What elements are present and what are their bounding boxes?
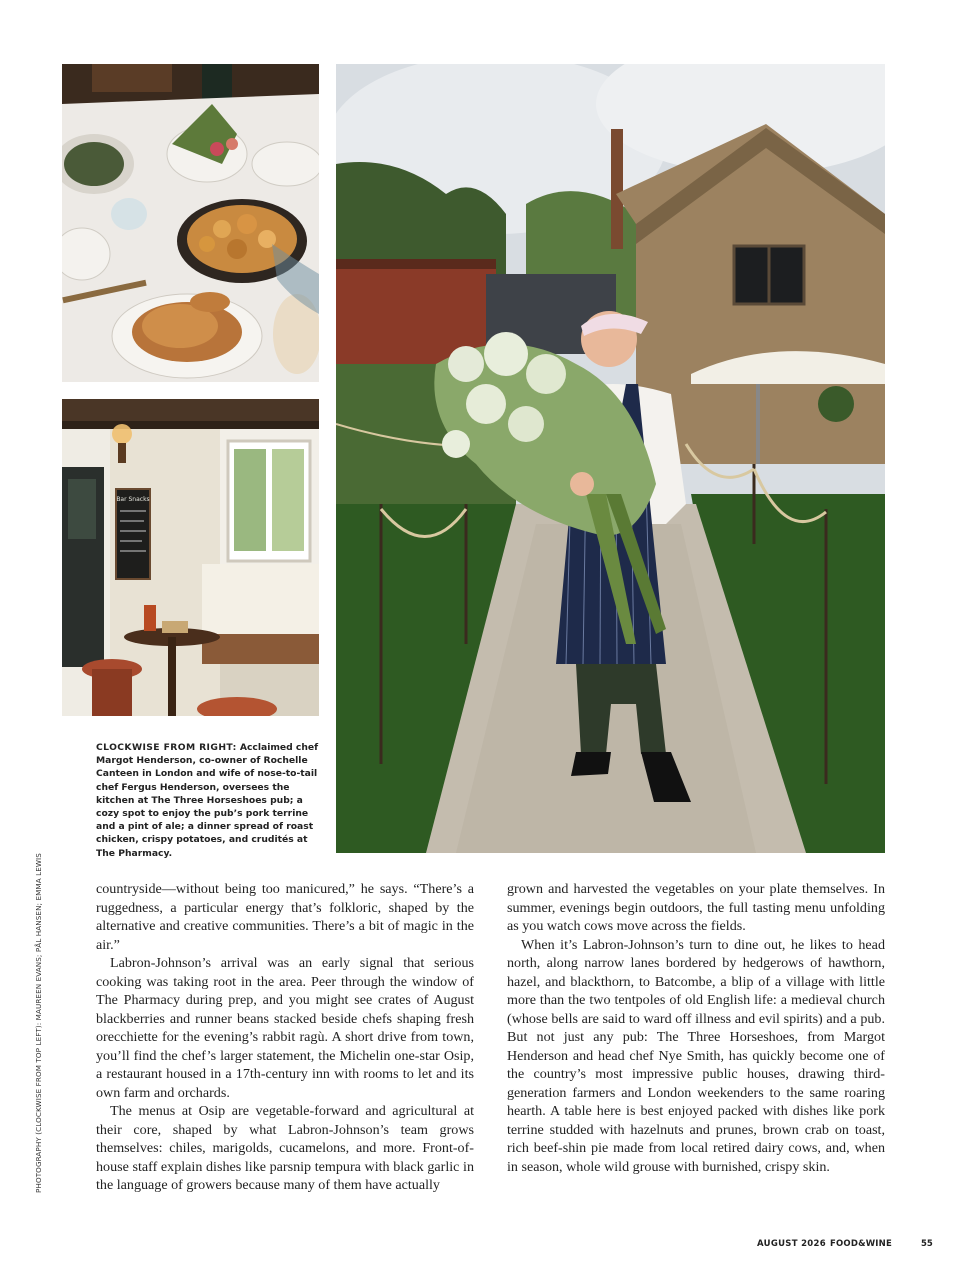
article-paragraph: countryside—without being too manicured,” he says. “There’s a ruggedness, a particular energy that’s folkloric, shaped by the alternative and creative communities. There’s a bit of magic in the air.” (96, 881, 474, 953)
article-paragraph: When it’s Labron-Johnson’s turn to dine out, he likes to head north, along narrow lanes bordered by hedgerows of hawthorn, hazel, and blackthorn, to Batcombe, a blip of a village with little more than the two tentpoles of old English life: a medieval church (whose bells are said to ward off illness and evil spirits) and a pub. But not just any pub: The Three Horseshoes, from Margot Henderson and head chef Nye Smith, has quickly become one of the country’s most impressive public houses, drawing third-generation farmers and London weekenders to the same roaring hearth. A table here is best enjoyed packed with dishes like pork terrine studded with hazelnuts and prunes, brown crab on toast, rich beef-shin pie made from local retired dairy cows, and, when in season, whole wild grouse with burnished, crispy skin. (507, 936, 885, 1175)
article-paragraph: The menus at Osip are vegetable-forward and agricultural at their core, shaped by what Labron-Johnson’s team grows themselves: chiles, marigolds, cucamelons, and more. Front-of-house staff explain dishes like parsnip tempura with black garlic in the language of growers because many of them have actually (96, 1103, 474, 1193)
caption-lead: CLOCKWISE FROM RIGHT: (96, 742, 237, 753)
photo-caption (96, 741, 322, 860)
issue-date: AUGUST 2026 (757, 1239, 826, 1249)
dinner-spread-photo (62, 64, 319, 382)
article-paragraph: grown and harvested the vegetables on your plate themselves. In summer, evenings begin outdoors, the full tasting menu unfolding as you watch cows move across the fields. (507, 881, 885, 934)
chef-garden-photo (336, 64, 885, 853)
photo-credit: PHOTOGRAPHY (CLOCKWISE FROM TOP LEFT): MAUREEN EVANS; PÅL HANSEN; EMMA LEWIS (34, 853, 43, 1193)
article-column-left (96, 880, 474, 1195)
caption-text: Acclaimed chef Margot Henderson, co-owner of Rochelle Canteen in London and wife of nose-to-tail chef Fergus Henderson, oversees the kitchen at The Three Horseshoes pub; a cozy spot to enjoy the pub’s pork terrine and a pint of ale; a dinner spread of roast chicken, crispy potatoes, and crudités at The Pharmacy. (96, 742, 319, 859)
magazine-brand: FOOD&WINE (830, 1239, 892, 1249)
article-column-right (507, 880, 885, 1176)
chalkboard-heading: Bar Snacks (116, 496, 150, 503)
page-number: 55 (921, 1239, 933, 1249)
article-paragraph: Labron-Johnson’s arrival was an early signal that serious cooking was taking root in the area. Peer through the window of The Pharmacy during prep, and you might see crates of August blackberries and runner beans stacked beside chefs shaping fresh orecchiette for the evening’s rabbit ragù. A short drive from town, you’ll find the chef’s larger statement, the Michelin one-star Osip, a restaurant housed in a 17th-century inn with rooms to let and its own farm and orchards. (96, 955, 474, 1101)
pub-interior-photo (62, 399, 319, 716)
